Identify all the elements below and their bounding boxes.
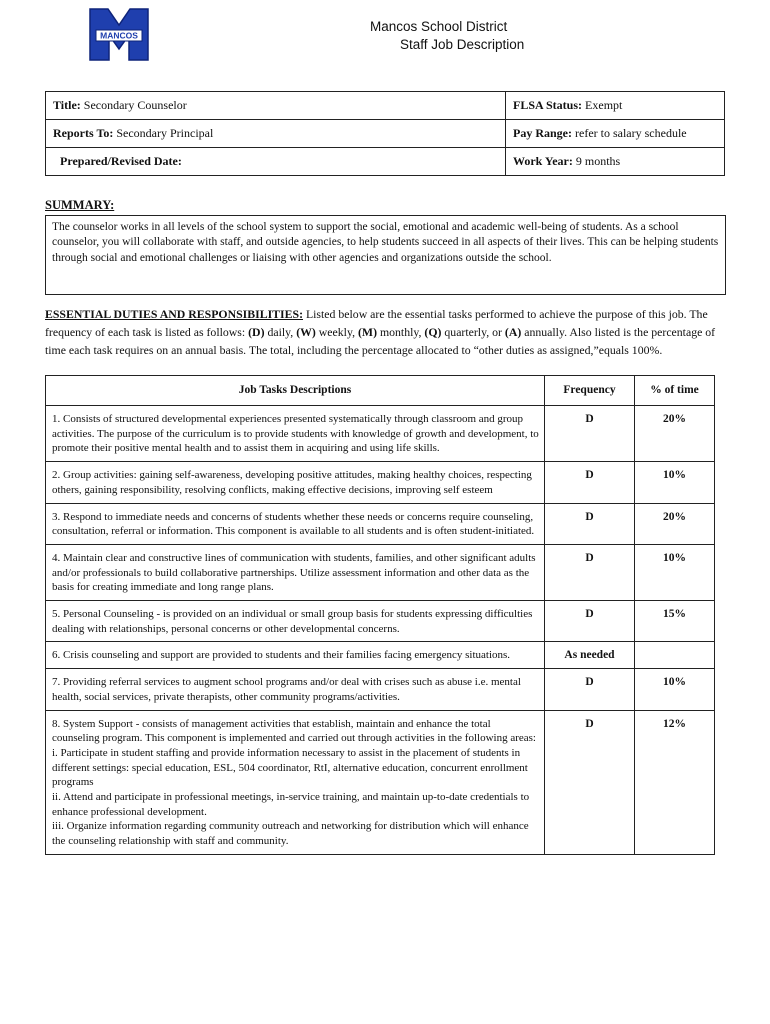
task-description: 7. Providing referral services to augment school programs and/or deal with crises such as abuse i.e. mental health, social services, private therapists, other community programs/activities. — [46, 672, 545, 710]
task-frequency: D — [545, 714, 635, 854]
pay-range-value: refer to salary schedule — [575, 126, 687, 140]
task-percent: 20% — [635, 409, 714, 462]
task-percent: 15% — [635, 604, 714, 642]
document-type: Staff Job Description — [400, 37, 525, 52]
task-description: 3. Respond to immediate needs and concerns of students whether these needs or concerns require counseling, consultation, referral or information. This component is available to all students and is often student-initiated. — [46, 507, 545, 545]
task-percent: 12% — [663, 717, 686, 730]
task-row — [46, 507, 714, 545]
pay-range-cell: Pay Range: refer to salary schedule — [506, 120, 725, 148]
task-row — [46, 409, 714, 462]
task-description: 4. Maintain clear and constructive lines of communication with students, families, and other significant adults and/or professionals to build collaborative partnerships. Utilize assessment information and other data as the basis for creating immediate and long range plans. — [46, 548, 545, 601]
reports-to-value: Secondary Principal — [116, 126, 214, 140]
task-percent: 10% — [635, 465, 714, 503]
task-description: 1. Consists of structured developmental experiences presented systematically through classroom and group activities. The purpose of the curriculum is to provide students with knowledge of growth and development, to promote their positive mental health and to assist them in acquiring and using life skills. — [46, 409, 545, 462]
task-percent: 20% — [635, 507, 714, 545]
task-description: 5. Personal Counseling - is provided on an individual or small group basis for students expressing difficulties dealing with relationships, personal concerns or other developmental concerns. — [46, 604, 545, 642]
prepared-date-cell: Prepared/Revised Date: — [46, 148, 506, 176]
task-description: 6. Crisis counseling and support are provided to students and their families facing emergency situations. — [46, 645, 545, 669]
mancos-logo — [88, 7, 150, 62]
task-frequency: D — [545, 409, 635, 462]
logo-text: MANCOS — [100, 30, 138, 41]
work-year-cell: Work Year: 9 months — [506, 148, 725, 176]
task-row — [46, 714, 714, 854]
task-percent — [635, 645, 714, 669]
position-info-table — [45, 91, 725, 176]
flsa-value: Exempt — [585, 98, 623, 112]
district-name: Mancos School District — [370, 19, 508, 34]
work-year-value: 9 months — [575, 154, 621, 168]
district-header — [370, 18, 524, 54]
task-frequency: D — [545, 548, 635, 601]
duties-intro: ESSENTIAL DUTIES AND RESPONSIBILITIES: Listed below are the essential tasks performed to achieve the purpose of this job. The frequency of each task is listed as follows: (D) daily, (W) weekly, (M) monthly, (Q) quarterly, or (A) annually. Also listed is the percentage of time each task requires on an annual basis. The total, including the percentage allocated to “other duties as assigned,”equals 100%. — [45, 307, 716, 358]
col-header-description: Job Tasks Descriptions — [46, 376, 545, 406]
title-value: Secondary Counselor — [83, 98, 187, 112]
job-tasks-table — [45, 375, 715, 855]
task-row — [46, 645, 714, 669]
summary-text: The counselor works in all levels of the school system to support the social, emotional and academic well-being of students. As a school counselor, you will collaborate with staff, and outside agencies, to help students succeed in all aspects of their lives. This can be helping students through social and emotional challenges or liaising with other agencies and organizations outside the school. — [45, 215, 726, 295]
col-header-percent: % of time — [635, 376, 714, 406]
col-header-frequency: Frequency — [545, 376, 635, 406]
task-row — [46, 548, 714, 601]
task-frequency: D — [545, 604, 635, 642]
task-percent: 10% — [635, 672, 714, 710]
task-row — [46, 672, 714, 710]
task-percent: 10% — [635, 548, 714, 601]
task-description: 8. System Support - consists of management activities that establish, maintain and enhance the total counseling program. This component is implemented and carried out through activities in the following areas: i. Participate in student staffing and provide information necessary to assist in the placement of students in different settings: special education, ESL, 504 coordinator, RtI, alternative education, concurrent enrollment programs ii. Attend and participate in professional meetings, in-service training, and maintain up-to-date credentials to enhance professional development. iii. Organize information regarding community outreach and networking for distribution which will enhance the counseling relationship with staff and community. — [46, 714, 545, 854]
title-cell: Title: Secondary Counselor — [46, 92, 506, 120]
task-frequency: D — [545, 465, 635, 503]
flsa-cell: FLSA Status: Exempt — [506, 92, 725, 120]
task-frequency: D — [545, 672, 635, 710]
task-description: 2. Group activities: gaining self-awareness, developing positive attitudes, making healthy choices, respecting others, gaining responsibility, resolving conflicts, making effective decisions, improving self esteem — [46, 465, 545, 503]
task-row — [46, 465, 714, 503]
task-frequency: D — [545, 507, 635, 545]
task-row — [46, 604, 714, 642]
duties-heading: ESSENTIAL DUTIES AND RESPONSIBILITIES: — [45, 307, 303, 321]
task-frequency: As needed — [545, 645, 635, 669]
summary-heading: SUMMARY: — [45, 198, 115, 212]
reports-to-cell: Reports To: Secondary Principal — [46, 120, 506, 148]
